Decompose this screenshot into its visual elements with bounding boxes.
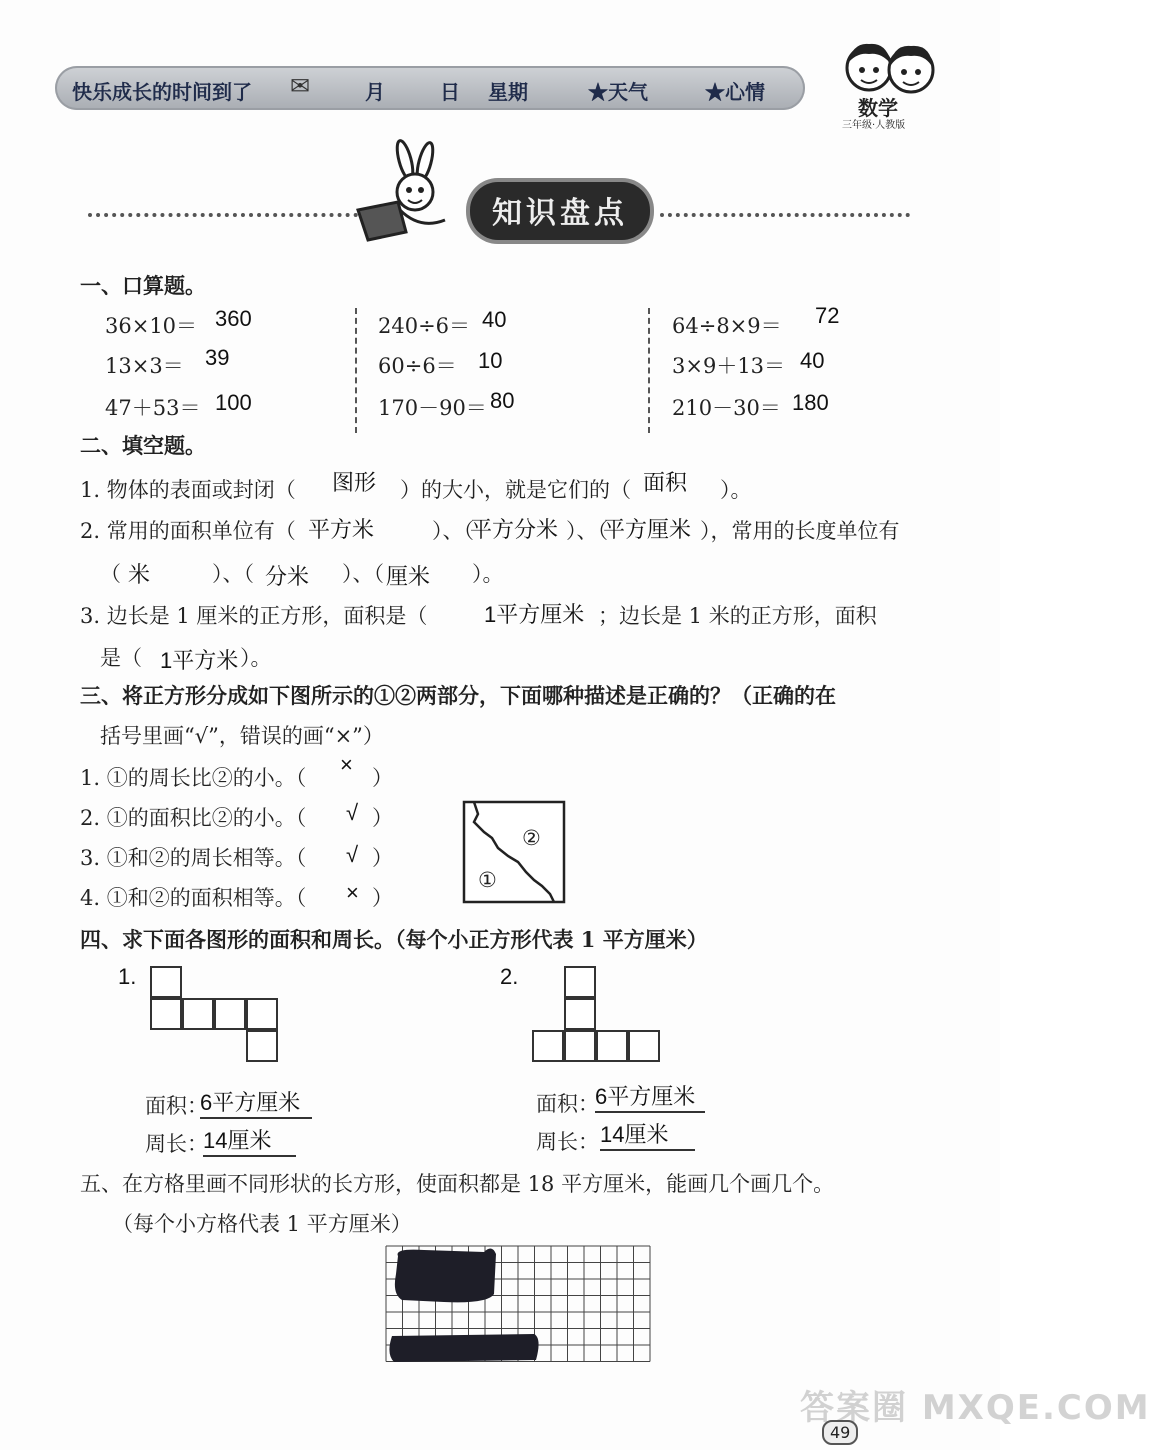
fill-2-text-e: （ bbox=[100, 562, 121, 586]
section-5-note: （每个小方格代表 1 平方厘米） bbox=[112, 1212, 412, 1236]
figure-2-grid bbox=[532, 966, 696, 1066]
calc-1-1-question: 36×10＝ bbox=[105, 314, 198, 338]
section-2-title: 二、填空题。 bbox=[80, 433, 206, 458]
section-1-title: 一、口算题。 bbox=[80, 273, 206, 298]
judge-1-mark: × bbox=[340, 752, 353, 777]
figure-2-perimeter-label: 周长： bbox=[536, 1130, 599, 1154]
calc-1-3-question: 47＋53＝ bbox=[105, 396, 201, 420]
calc-2-3-answer: 80 bbox=[490, 388, 515, 413]
column-divider-1 bbox=[355, 308, 357, 433]
calc-3-3-question: 210－30＝ bbox=[672, 396, 781, 420]
judge-4-mark: × bbox=[346, 880, 359, 905]
judge-3-end: ） bbox=[372, 846, 393, 870]
figure-2-perimeter-answer: 14厘米 bbox=[600, 1118, 695, 1151]
judge-2-text: 2. ①的面积比②的小。（ bbox=[80, 806, 307, 830]
fill-2-answer-3: 平方厘米 bbox=[603, 517, 692, 542]
fill-2-text-f: ）、（ bbox=[212, 562, 254, 586]
section-3-title-line-2: 括号里画“√”，错误的画“×”） bbox=[100, 724, 384, 748]
fill-2-text-h: ）。 bbox=[472, 562, 504, 586]
header-title: 快乐成长的时间到了 bbox=[72, 80, 252, 104]
fill-1-answer-1: 图形 bbox=[332, 470, 377, 495]
fill-3-text-d: ）。 bbox=[240, 646, 272, 670]
rabbit-mascot-icon bbox=[350, 140, 470, 250]
region-2-label: ② bbox=[522, 826, 541, 850]
scribbled-rectangle-2 bbox=[389, 1334, 538, 1362]
fill-1-text-a: 1. 物体的表面或封闭（ bbox=[80, 478, 296, 502]
page-number: 49 bbox=[822, 1420, 858, 1445]
fill-1-text-b: ）的大小，就是它们的（ bbox=[400, 478, 631, 502]
header-weather: ★天气 bbox=[588, 80, 648, 104]
banner-dotted-line-right bbox=[660, 213, 910, 217]
fill-2-answer-5: 分米 bbox=[265, 564, 310, 589]
fill-2-text-c: ）、（ bbox=[566, 519, 608, 543]
envelope-icon: ✉ bbox=[290, 72, 311, 100]
calc-2-3-question: 170－90＝ bbox=[378, 396, 487, 420]
figure-2-area-answer: 6平方厘米 bbox=[595, 1080, 705, 1113]
fill-2-text-b: ）、（ bbox=[432, 519, 474, 543]
watermark: 答案圈 MXQE.COM bbox=[800, 1388, 1151, 1428]
calc-3-2-question: 3×9＋13＝ bbox=[672, 354, 786, 378]
figure-1-perimeter-label: 周长： bbox=[145, 1132, 208, 1156]
fill-3-text-b: ；边长是 1 米的正方形，面积 bbox=[598, 604, 877, 628]
calc-3-2-answer: 40 bbox=[800, 348, 825, 373]
fill-3-text-c: 是（ bbox=[100, 646, 142, 670]
header-day: 日 bbox=[440, 80, 460, 104]
fill-2-text-d: ），常用的长度单位有 bbox=[700, 519, 900, 543]
header-mood: ★心情 bbox=[705, 80, 765, 104]
fill-2-text-a: 2. 常用的面积单位有（ bbox=[80, 519, 296, 543]
fill-2-answer-2: 平方分米 bbox=[470, 517, 559, 542]
calc-2-1-question: 240÷6＝ bbox=[378, 314, 471, 338]
judge-3-text: 3. ①和②的周长相等。（ bbox=[80, 846, 307, 870]
calc-3-1-answer: 72 bbox=[815, 303, 840, 328]
header-weekday: 星期 bbox=[488, 80, 528, 104]
fill-2-text-g: ）、（ bbox=[342, 562, 384, 586]
judge-4-end: ） bbox=[372, 886, 393, 910]
judge-3-mark: √ bbox=[346, 842, 359, 867]
fill-2-answer-4: 米 bbox=[128, 562, 151, 587]
calc-1-3-answer: 100 bbox=[215, 390, 252, 415]
fill-3-text-a: 3. 边长是 1 厘米的正方形，面积是（ bbox=[80, 604, 428, 628]
calc-3-1-question: 64÷8×9＝ bbox=[672, 314, 782, 338]
calc-1-2-question: 13×3＝ bbox=[105, 354, 184, 378]
judge-1-end: ） bbox=[372, 766, 393, 790]
figure-1-area-label: 面积： bbox=[145, 1094, 208, 1118]
region-1-label: ① bbox=[478, 868, 497, 892]
figure-1-perimeter-answer: 14厘米 bbox=[203, 1124, 296, 1157]
calc-2-2-answer: 10 bbox=[478, 348, 503, 373]
judge-1-text: 1. ①的周长比②的小。（ bbox=[80, 766, 307, 790]
scribbled-rectangle-1 bbox=[395, 1248, 496, 1302]
banner-dotted-line-left bbox=[88, 213, 358, 217]
grade-label: 三年级·人教版 bbox=[842, 120, 906, 131]
judge-2-end: ） bbox=[372, 806, 393, 830]
calc-2-1-answer: 40 bbox=[482, 307, 507, 332]
calc-1-2-answer: 39 bbox=[205, 345, 230, 370]
section-5-title: 五、在方格里画不同形状的长方形，使面积都是 18 平方厘米，能画几个画几个。 bbox=[80, 1172, 835, 1196]
figure-2-number: 2. bbox=[500, 964, 519, 989]
fill-2-answer-6: 厘米 bbox=[386, 564, 431, 589]
calc-1-1-answer: 360 bbox=[215, 306, 252, 331]
fill-2-answer-1: 平方米 bbox=[308, 517, 375, 542]
section-4-title: 四、求下面各图形的面积和周长。（每个小正方形代表 1 平方厘米） bbox=[80, 927, 708, 952]
banner-title: 知识盘点 bbox=[492, 196, 628, 231]
fill-3-answer-2: 1平方米 bbox=[160, 648, 239, 673]
fill-1-text-c: ）。 bbox=[720, 478, 752, 502]
calc-2-2-question: 60÷6＝ bbox=[378, 354, 457, 378]
figure-1-area-answer: 6平方厘米 bbox=[200, 1086, 312, 1119]
drawing-grid bbox=[384, 1244, 654, 1366]
figure-1-number: 1. bbox=[118, 964, 137, 989]
fill-3-answer-1: 1平方厘米 bbox=[484, 602, 585, 627]
fill-1-answer-2: 面积 bbox=[643, 470, 688, 495]
figure-1-grid bbox=[150, 966, 284, 1066]
section-3-title: 三、将正方形分成如下图所示的①②两部分，下面哪种描述是正确的？（正确的在 bbox=[80, 683, 836, 708]
calc-3-3-answer: 180 bbox=[792, 390, 829, 415]
judge-2-mark: √ bbox=[346, 800, 359, 825]
figure-2-area-label: 面积： bbox=[536, 1092, 599, 1116]
column-divider-2 bbox=[648, 308, 650, 433]
judge-4-text: 4. ①和②的面积相等。（ bbox=[80, 886, 307, 910]
subject-label: 数学 bbox=[858, 96, 898, 120]
header-month: 月 bbox=[365, 80, 385, 104]
